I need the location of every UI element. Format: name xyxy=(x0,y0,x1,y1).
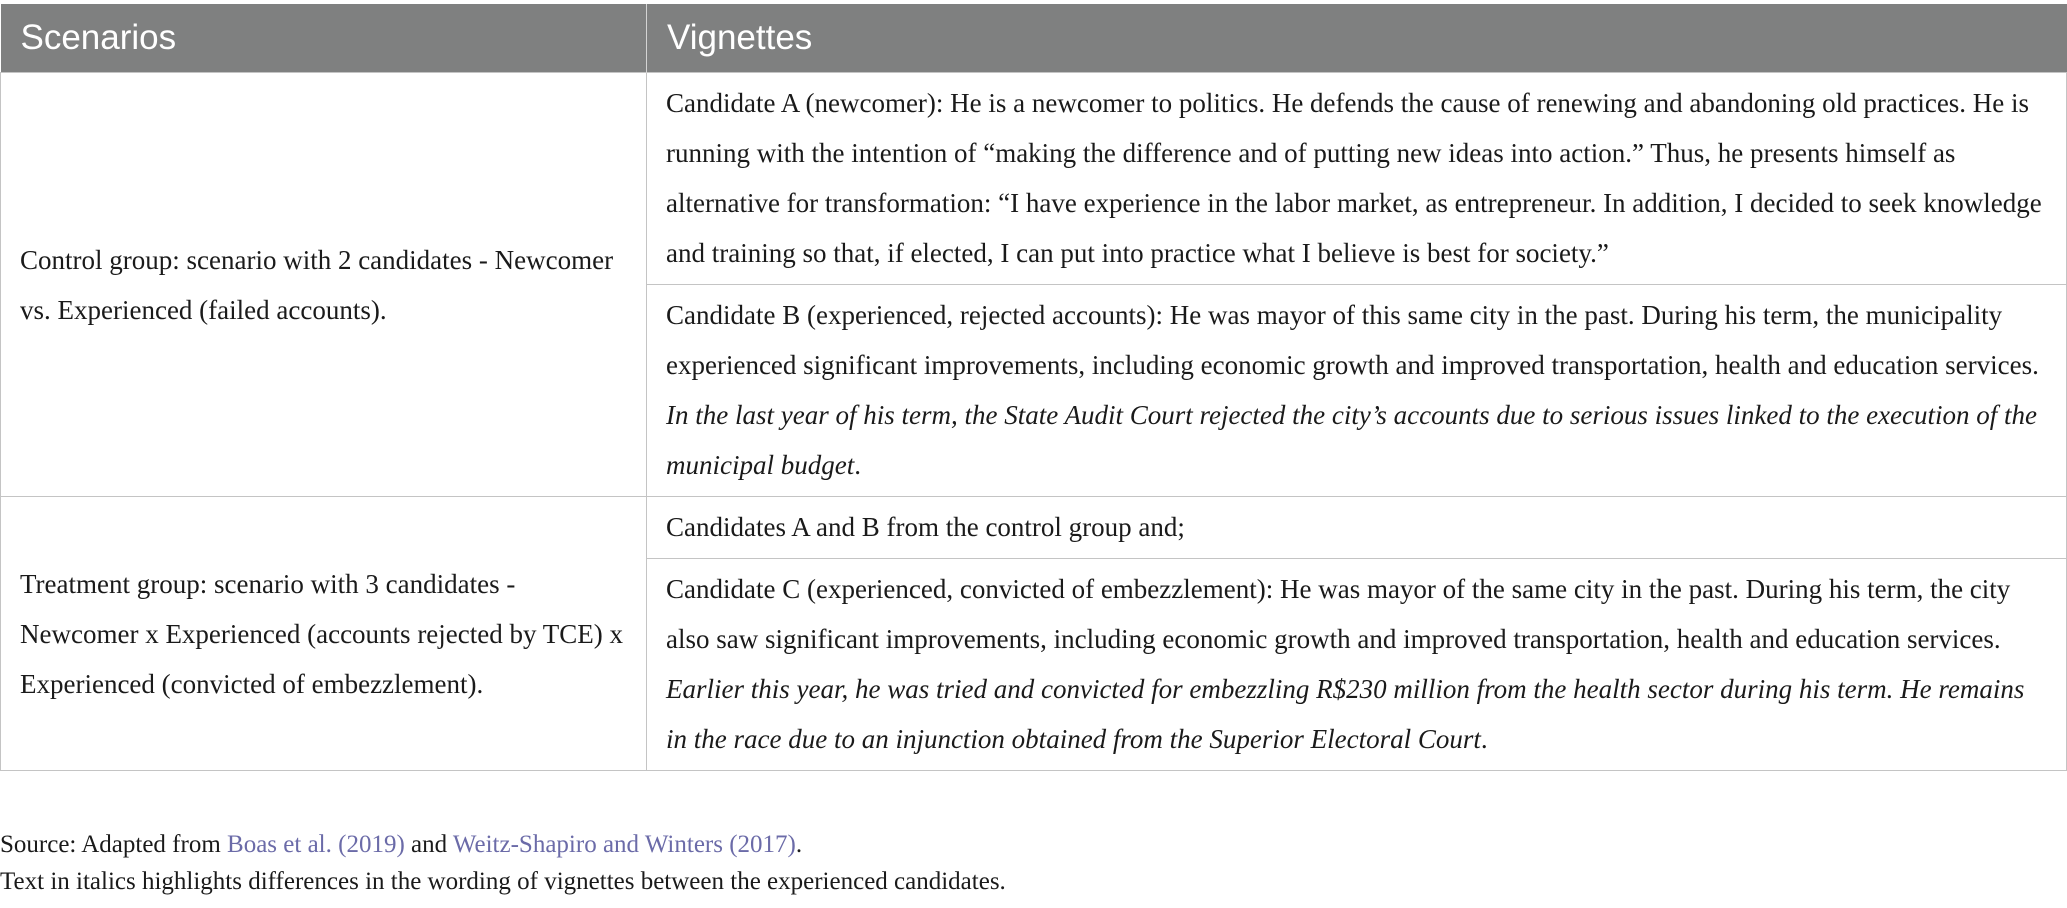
vignette-text: Candidates A and B from the control group and; xyxy=(666,512,1185,542)
vignette-text: Candidate A (newcomer): He is a newcomer to politics. He defends the cause of renewing and abandoning old practices. He is running with the intention of “making the difference and of putting new ideas into action.” Thus, he presents himself as alternative for transformation: “I have experience in the labor market, as entrepreneur. In addition, I decided to seek knowledge and training so that, if elected, I can put into practice what I believe is best for society.” xyxy=(666,88,2042,268)
table-header-row xyxy=(1,4,2067,73)
source-and: and xyxy=(404,831,453,858)
vignette-italic-text: Earlier this year, he was tried and convicted for embezzling R$230 million from the health sector during his term. He remains in the race due to an injunction obtained from the Superior Electoral Court xyxy=(666,674,2025,754)
scenario-control-group: Control group: scenario with 2 candidates - Newcomer vs. Experienced (failed accounts). xyxy=(1,73,647,497)
vignette-text: Candidate B (experienced, rejected accounts): He was mayor of this same city in the past. During his term, the municipality experienced significant improvements, including economic growth and improved transportation, health and education services. xyxy=(666,300,2039,380)
vignettes-table xyxy=(0,4,2067,771)
vignette-italic-text: In the last year of his term, the State Audit Court rejected the city’s accounts due to serious issues linked to the execution of the municipal budget xyxy=(666,400,2037,480)
vignette-candidate-a xyxy=(647,73,2067,285)
table-row xyxy=(1,73,2067,285)
reference-link-weitz-shapiro[interactable]: Weitz-Shapiro and Winters (2017) xyxy=(452,831,796,858)
vignette-tail: . xyxy=(854,450,861,480)
header-scenarios: Scenarios xyxy=(1,4,647,73)
vignette-tail: . xyxy=(1480,724,1488,754)
source-prefix: Source: Adapted from xyxy=(0,831,228,858)
vignette-candidates-a-b xyxy=(647,497,2067,559)
italics-note: Text in italics highlights differences in the wording of vignettes between the experienced candidates. xyxy=(0,868,1006,895)
table-row xyxy=(1,497,2067,559)
vignette-text: Candidate C (experienced, convicted of embezzlement): He was mayor of the same city in the past. During his term, the city also saw significant improvements, including economic growth and improved transportation, health and education services. xyxy=(666,574,2011,654)
vignettes-table-container xyxy=(0,4,2066,771)
scenario-treatment-group: Treatment group: scenario with 3 candidates - Newcomer x Experienced (accounts rejected by TCE) x Experienced (convicted of embezzlement). xyxy=(1,497,647,771)
table-footnotes xyxy=(0,826,1006,900)
vignette-candidate-b xyxy=(647,285,2067,497)
source-note xyxy=(0,826,1006,863)
vignette-candidate-c xyxy=(647,559,2067,771)
source-suffix: . xyxy=(795,831,803,858)
header-vignettes: Vignettes xyxy=(647,4,2067,73)
reference-link-boas[interactable]: Boas et al. (2019) xyxy=(227,831,405,858)
